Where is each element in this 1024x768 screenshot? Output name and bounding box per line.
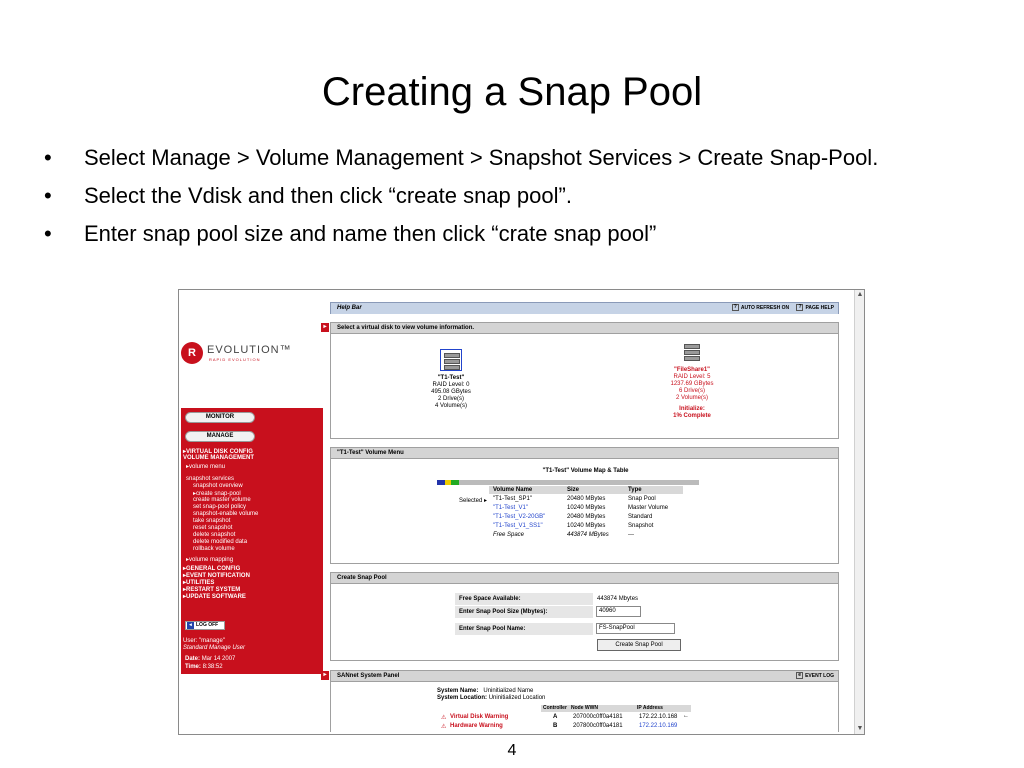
scroll-up-icon[interactable]: ▲ xyxy=(856,291,864,298)
disk-layer xyxy=(444,353,460,358)
volume-size-cell: 20480 MBytes xyxy=(567,513,606,520)
vdisk-select-panel xyxy=(323,322,839,439)
bullet-dot: • xyxy=(44,221,52,246)
create-snap-pool-title: Create Snap Pool xyxy=(337,575,387,581)
volume-type-cell: Snapshot xyxy=(628,522,654,529)
table-row[interactable] xyxy=(489,521,683,530)
app-screenshot xyxy=(178,289,865,735)
vdisk-name[interactable]: "FileShare1" xyxy=(673,367,711,373)
help-bar xyxy=(330,302,839,314)
create-snap-pool-button[interactable]: Create Snap Pool xyxy=(597,639,681,651)
system-table-header xyxy=(541,705,691,712)
logoff-icon: ◂ xyxy=(187,622,194,629)
nav-update-software[interactable]: ▸UPDATE SOFTWARE xyxy=(183,594,246,600)
volume-map-title: "T1-Test" Volume Map & Table xyxy=(542,468,629,474)
nav-snapshot-item[interactable]: delete modified data xyxy=(193,539,248,545)
ip-cell: 172.22.10.168 xyxy=(639,714,678,720)
free-space-label: Free Space Available: xyxy=(455,593,593,605)
wwn-cell: 207000c0ff0a4181 xyxy=(573,714,623,720)
bullet-dot: • xyxy=(44,145,52,170)
volume-map-segment[interactable] xyxy=(437,480,445,485)
nav-restart-system[interactable]: ▸RESTART SYSTEM xyxy=(183,587,241,593)
system-name-value: Uninitialized Name xyxy=(483,688,534,694)
collapse-icon[interactable]: ▸ xyxy=(321,671,329,680)
volume-size-cell: 20480 MBytes xyxy=(567,495,606,502)
nav-snapshot-item[interactable]: snapshot-enable volume xyxy=(193,511,259,517)
system-location-value: Uninitialized Location xyxy=(488,695,546,701)
snap-pool-name-label: Enter Snap Pool Name: xyxy=(455,623,593,635)
arrow-left-icon: ← xyxy=(683,713,689,719)
system-name-label: System Name: xyxy=(437,688,479,694)
logoff-button[interactable] xyxy=(185,621,225,630)
bullet-item xyxy=(44,219,924,249)
logo-name: EVOLUTION™ xyxy=(207,344,292,356)
vdisk-fileshare1-icon[interactable] xyxy=(681,341,703,363)
slide-title: Creating a Snap Pool xyxy=(321,70,703,114)
volume-size-cell: 443874 MBytes xyxy=(567,531,609,538)
volume-map-segment[interactable] xyxy=(459,480,699,485)
volume-name-cell[interactable]: "T1-Test_V2-20GB" xyxy=(493,513,546,520)
nav-snapshot-item[interactable]: set snap-pool policy xyxy=(193,504,247,510)
page-help-link[interactable]: PAGE HELP xyxy=(805,305,834,311)
nav-snapshot-item[interactable]: snapshot overview xyxy=(193,483,243,489)
vdisk-t1-test-icon[interactable] xyxy=(440,349,462,371)
main-content xyxy=(323,290,864,734)
bullet-item xyxy=(44,181,924,211)
volume-menu-title: "T1-Test" Volume Menu xyxy=(337,450,404,456)
bullet-dot: • xyxy=(44,183,52,208)
vdisk-size: 495.08 GBytes xyxy=(431,389,471,395)
vdisk-drives: 6 Drive(s) xyxy=(678,388,705,394)
vdisk-drives: 2 Drive(s) xyxy=(437,396,464,402)
table-row[interactable] xyxy=(489,512,683,521)
system-panel-title: SANnet System Panel xyxy=(337,673,400,679)
logo-tagline: RAPID EVOLUTION xyxy=(209,357,261,362)
vdisk-select-title: Select a virtual disk to view volume information. xyxy=(337,325,475,331)
warning-icon: ⚠ xyxy=(441,724,447,730)
bullet-item xyxy=(44,143,924,173)
col-volume-name: Volume Name xyxy=(489,486,563,494)
help-icon[interactable]: ? xyxy=(798,304,802,311)
warning-icon: ⚠ xyxy=(441,715,447,721)
snap-pool-size-input[interactable]: 40960 xyxy=(596,606,641,617)
time-value: 8:38:52 xyxy=(202,664,223,670)
page-number: 4 xyxy=(507,742,517,759)
vdisk-progress: 1% Complete xyxy=(673,413,711,419)
logo xyxy=(181,342,321,368)
date-row xyxy=(185,656,235,662)
disk-layer xyxy=(684,350,700,355)
create-snap-pool-header xyxy=(331,573,838,584)
volume-type-cell: Master Volume xyxy=(628,504,669,511)
free-space-value: 443874 Mbytes xyxy=(597,596,639,602)
bullet-text: Select Manage > Volume Management > Snapshot Services > Create Snap-Pool. xyxy=(84,145,879,170)
vertical-scrollbar[interactable] xyxy=(854,290,864,734)
volume-name-cell[interactable]: "T1-Test_V1_SS1" xyxy=(493,522,543,529)
disk-layer xyxy=(684,356,700,361)
date-label: Date: xyxy=(185,656,201,662)
date-value: Mar 14 2007 xyxy=(201,656,236,662)
nav-snapshot-item[interactable]: rollback volume xyxy=(193,546,235,552)
selected-label: Selected ▸ xyxy=(459,498,488,504)
monitor-button[interactable]: MONITOR xyxy=(185,412,255,423)
auto-refresh-link[interactable]: AUTO REFRESH ON xyxy=(740,305,790,311)
snap-pool-size-label: Enter Snap Pool Size (Mbytes): xyxy=(455,606,593,618)
vdisk-select-header xyxy=(323,323,838,334)
vdisk-raid: RAID Level: 5 xyxy=(673,374,711,380)
nav-volume-management[interactable]: VOLUME MANAGEMENT xyxy=(183,455,254,461)
snap-pool-name-input[interactable]: FS-SnapPool xyxy=(596,623,675,634)
system-panel xyxy=(323,670,839,732)
table-row[interactable] xyxy=(489,503,683,512)
help-bar-title: Help Bar xyxy=(337,305,362,311)
create-snap-pool-panel xyxy=(330,572,839,661)
sidebar xyxy=(179,290,327,734)
volume-size-cell: 10240 MBytes xyxy=(567,522,606,529)
time-label: Time: xyxy=(185,664,201,670)
bullet-text: Select the Vdisk and then click “create snap pool”. xyxy=(84,183,572,208)
volume-menu-panel xyxy=(330,447,839,564)
event-log-link-wrap xyxy=(790,671,834,682)
nav-general-config[interactable]: ▸GENERAL CONFIG xyxy=(183,566,241,572)
nav-volume-menu[interactable]: ▸volume menu xyxy=(186,464,226,470)
vdisk-status: Initialize: xyxy=(679,406,705,412)
volume-name-cell[interactable]: "T1-Test_SP1" xyxy=(493,495,532,502)
nav-snapshot-item[interactable]: delete snapshot xyxy=(193,532,236,538)
controller-cell: A xyxy=(553,714,558,720)
user-line: User: "manage" xyxy=(183,638,225,644)
volume-menu-header xyxy=(331,448,838,459)
table-header-row xyxy=(489,486,683,494)
table-row xyxy=(489,530,683,539)
vdisk-name[interactable]: "T1-Test" xyxy=(437,375,465,381)
vdisk-volumes: 2 Volume(s) xyxy=(675,395,708,401)
col-controller: Controller xyxy=(543,705,567,711)
nav-snapshot-item[interactable]: create master volume xyxy=(193,497,251,503)
nav-virtual-disk-config[interactable]: ▸VIRTUAL DISK CONFIG xyxy=(183,449,253,455)
disk-layer xyxy=(444,359,460,364)
controller-cell: B xyxy=(553,723,558,729)
system-panel-header xyxy=(323,671,838,682)
system-location-label: System Location: xyxy=(437,695,488,701)
disk-layer xyxy=(684,344,700,349)
vdisk-volumes: 4 Volume(s) xyxy=(434,403,467,409)
volume-map-segment[interactable] xyxy=(451,480,459,485)
ip-cell[interactable]: 172.22.10.169 xyxy=(639,723,678,729)
event-log-icon[interactable]: e xyxy=(796,672,803,679)
bullet-text: Enter snap pool size and name then click “crate snap pool” xyxy=(84,221,657,246)
disk-layer xyxy=(444,365,460,370)
volume-type-cell: Standard xyxy=(628,513,653,520)
volume-size-cell: 10240 MBytes xyxy=(567,504,606,511)
logoff-label: LOG OFF xyxy=(196,622,219,628)
help-bar-actions xyxy=(726,303,834,314)
volume-name-cell: Free Space xyxy=(493,531,525,538)
logo-mark-icon: R xyxy=(181,342,203,364)
col-size: Size xyxy=(563,486,624,494)
nav-snapshot-services[interactable]: snapshot services xyxy=(186,476,235,482)
bullet-list xyxy=(44,143,924,257)
help-bar-header xyxy=(331,303,838,314)
volume-table xyxy=(489,486,683,539)
scroll-down-icon[interactable]: ▼ xyxy=(856,725,864,732)
nav-utilities[interactable]: ▸UTILITIES xyxy=(183,580,215,586)
nav-snapshot-item[interactable]: ▸create snap-pool xyxy=(193,491,241,497)
vdisk-size: 1237.69 GBytes xyxy=(670,381,714,387)
system-location-row xyxy=(437,695,545,701)
user-role: Standard Manage User xyxy=(183,645,246,651)
volume-type-cell: Snap Pool xyxy=(628,495,656,502)
nav-snapshot-item[interactable]: take snapshot xyxy=(193,518,231,524)
volume-name-cell[interactable]: "T1-Test_V1" xyxy=(493,504,528,511)
event-log-link[interactable]: EVENT LOG xyxy=(805,673,834,679)
nav-event-notification[interactable]: ▸EVENT NOTIFICATION xyxy=(183,573,250,579)
wwn-cell: 207800c0ff0a4181 xyxy=(573,723,623,729)
volume-type-cell: --- xyxy=(628,531,635,538)
time-row xyxy=(185,664,223,670)
system-name-row xyxy=(437,688,533,694)
nav-panel xyxy=(181,408,323,674)
hardware-warning-link[interactable]: Hardware Warning xyxy=(450,723,503,729)
manage-button[interactable]: MANAGE xyxy=(185,431,255,442)
vdisk-raid: RAID Level: 0 xyxy=(432,382,470,388)
col-type: Type xyxy=(624,486,683,494)
collapse-icon[interactable]: ▸ xyxy=(321,323,329,332)
nav-snapshot-item[interactable]: reset snapshot xyxy=(193,525,233,531)
refresh-icon[interactable]: ? xyxy=(733,304,737,311)
col-node-wwn: Node WWN xyxy=(571,705,598,711)
table-row[interactable] xyxy=(489,494,683,503)
virtual-disk-warning-link[interactable]: Virtual Disk Warning xyxy=(450,714,509,720)
nav-volume-mapping[interactable]: ▸volume mapping xyxy=(186,557,234,563)
col-ip-address: IP Address xyxy=(637,705,663,711)
